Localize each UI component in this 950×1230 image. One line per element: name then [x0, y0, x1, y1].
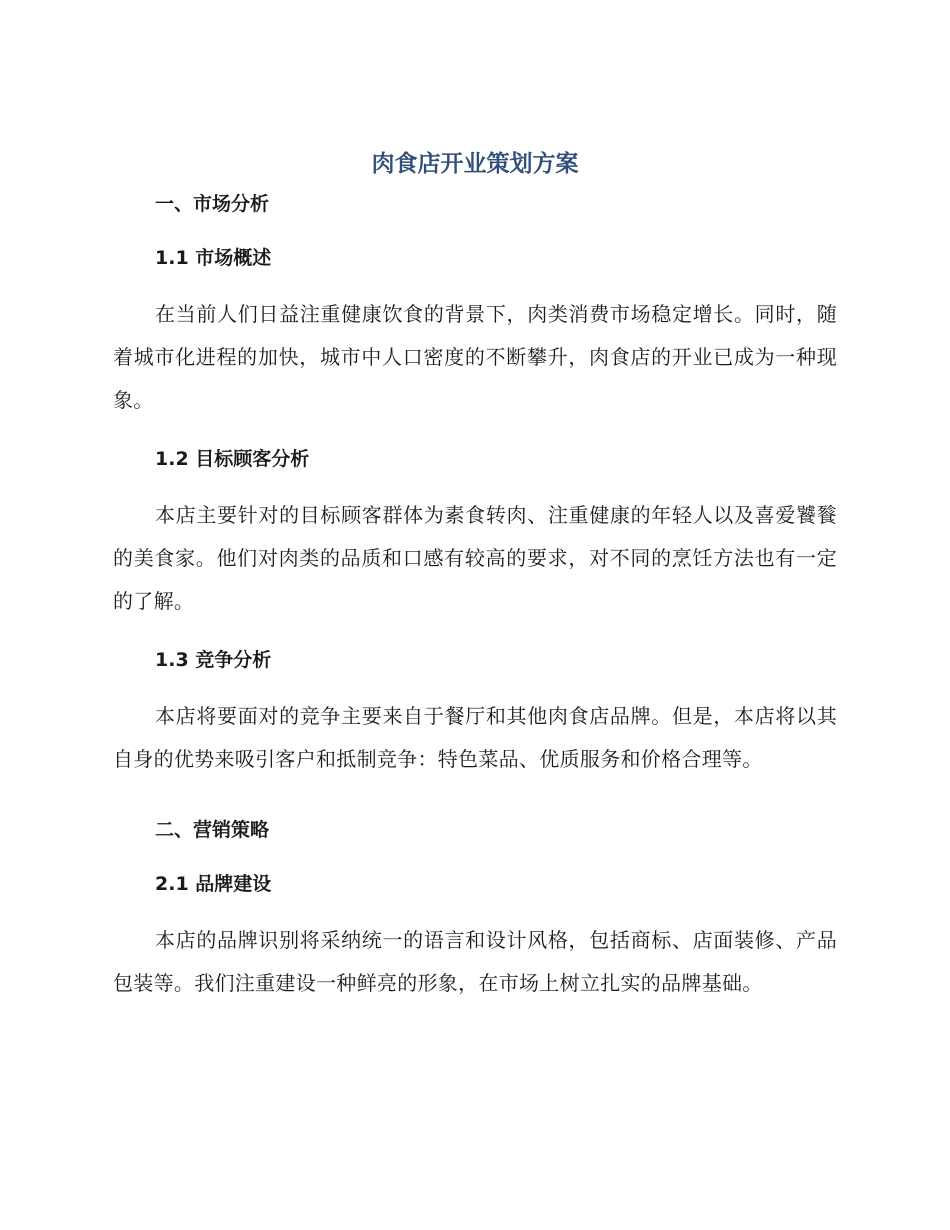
paragraph: 在当前人们日益注重健康饮食的背景下，肉类消费市场稳定增长。同时，随着城市化进程的加快，城市中人口密度的不断攀升，肉食店的开业已成为一种现象。 — [113, 302, 837, 412]
section-heading: 一、市场分析 — [155, 193, 270, 215]
section-heading: 二、营销策略 — [155, 819, 270, 841]
document-content — [113, 143, 837, 1005]
section-marketing-strategy — [113, 811, 837, 1005]
paragraph: 本店主要针对的目标顾客群体为素食转肉、注重健康的年轻人以及喜爱饕餮的美食家。他们对肉类的品质和口感有较高的要求，对不同的烹饪方法也有一定的了解。 — [113, 503, 837, 613]
paragraph: 本店的品牌识别将采纳统一的语言和设计风格，包括商标、店面装修、产品包装等。我们注重建设一种鲜亮的形象，在市场上树立扎实的品牌基础。 — [113, 928, 837, 995]
subsection-competition — [113, 641, 837, 781]
section-market-analysis — [113, 185, 837, 781]
subsection-heading: 1.2 目标顾客分析 — [155, 448, 310, 470]
subsection-target-customers — [113, 440, 837, 623]
document-title: 肉食店开业策划方案 — [371, 151, 579, 177]
subsection-heading: 1.1 市场概述 — [155, 247, 272, 269]
subsection-heading: 1.3 竞争分析 — [155, 649, 272, 671]
subsection-brand-building — [113, 865, 837, 1005]
subsection-market-overview — [113, 239, 837, 422]
subsection-heading: 2.1 品牌建设 — [155, 873, 272, 895]
paragraph: 本店将要面对的竞争主要来自于餐厅和其他肉食店品牌。但是，本店将以其自身的优势来吸引客户和抵制竞争：特色菜品、优质服务和价格合理等。 — [113, 704, 837, 771]
